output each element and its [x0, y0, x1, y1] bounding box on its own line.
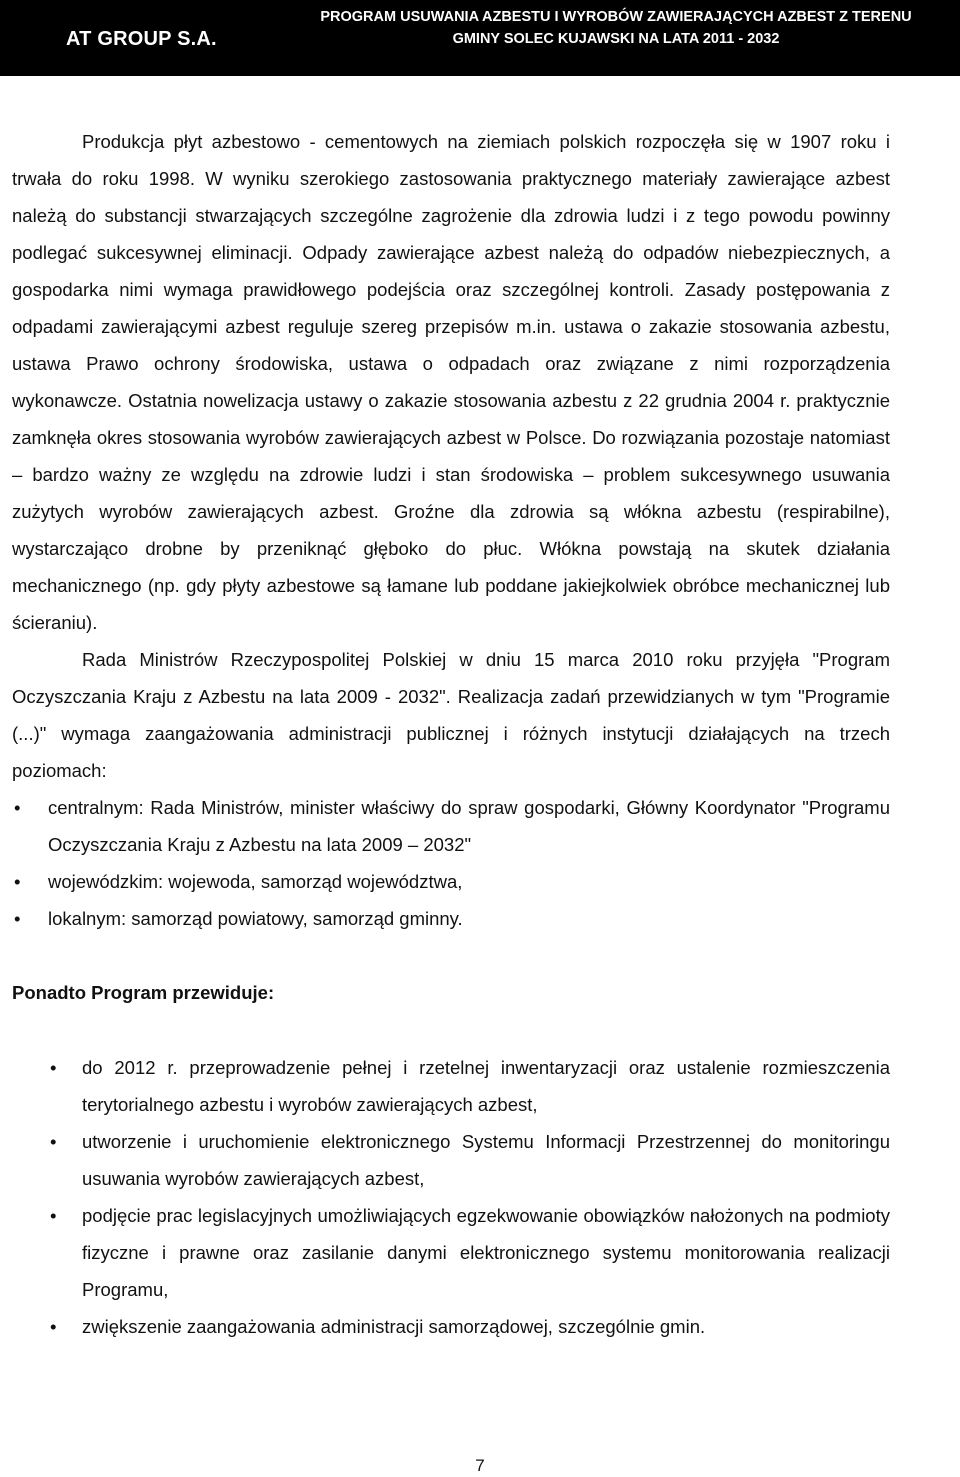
list-item: • utworzenie i uruchomienie elektronicznego Systemu Informacji Przestrzennej do monitoringu usuwania wyrobów zawierających azbest,: [12, 1123, 890, 1197]
paragraph-asbestos-history: Produkcja płyt azbestowo - cementowych na ziemiach polskich rozpoczęła się w 1907 roku i trwała do roku 1998. W wyniku szerokiego zastosowania praktycznego materiały zawierające azbest należą do substancji stwarzających szczególne zagrożenie dla zdrowia ludzi i z tego powodu powinny podlegać sukcesywnej eliminacji. Odpady zawierające azbest należą do odpadów niebezpiecznych, a gospodarka nimi wymaga prawidłowego podejścia oraz szczególnej kontroli. Zasady postępowania z odpadami zawierającymi azbest reguluje szereg przepisów m.in. ustawa o zakazie stosowania azbestu, ustawa Prawo ochrony środowiska, ustawa o odpadach oraz związane z nimi rozporządzenia wykonawcze. Ostatnia nowelizacja ustawy o zakazie stosowania azbestu z 22 grudnia 2004 r. praktycznie zamknęła okres stosowania wyrobów zawierających azbest w Polsce. Do rozwiązania pozostaje natomiast – bardzo ważny ze względu na zdrowie ludzi i stan środowiska – problem sukcesywnego usuwania zużytych wyrobów zawierających azbest. Groźne dla zdrowia są włókna azbestu (respirabilne), wystarczająco drobne by przeniknąć głęboko do płuc. Włókna powstają na skutek działania mechanicznego (np. gdy płyty azbestowe są łamane lub poddane jakiejkolwiek obróbce mechanicznej lub ścieraniu).: [12, 131, 890, 633]
document-body: [12, 123, 890, 1345]
program-items-list: [12, 1049, 890, 1345]
page-header: [0, 0, 960, 76]
document-title-line2: GMINY SOLEC KUJAWSKI NA LATA 2011 - 2032: [452, 31, 780, 47]
document-title: [286, 6, 946, 50]
list-item: • lokalnym: samorząd powiatowy, samorząd gminny.: [12, 900, 890, 937]
company-name: AT GROUP S.A.: [66, 28, 217, 50]
list-item: • do 2012 r. przeprowadzenie pełnej i rzetelnej inwentaryzacji oraz ustalenie rozmieszczenia terytorialnego azbestu i wyrobów zawierających azbest,: [12, 1049, 890, 1123]
list-item: • centralnym: Rada Ministrów, minister właściwy do spraw gospodarki, Główny Koordynator "Programu Oczyszczania Kraju z Azbestu na lata 2009 – 2032": [12, 789, 890, 863]
list-item: • zwiększenie zaangażowania administracji samorządowej, szczególnie gmin.: [12, 1308, 890, 1345]
list-item: • wojewódzkim: wojewoda, samorząd województwa,: [12, 863, 890, 900]
page-number: 7: [475, 1456, 485, 1475]
section-heading: Ponadto Program przewiduje:: [12, 982, 275, 1003]
paragraph-government-program: Rada Ministrów Rzeczypospolitej Polskiej w dniu 15 marca 2010 roku przyjęła "Program Oczyszczania Kraju z Azbestu na lata 2009 - 2032". Realizacja zadań przewidzianych w tym "Programie (...)" wymaga zaangażowania administracji publicznej i różnych instytucji działających na trzech poziomach:: [12, 649, 890, 781]
list-item: • podjęcie prac legislacyjnych umożliwiających egzekwowanie obowiązków nałożonych na podmioty fizyczne i prawne oraz zasilanie danymi elektronicznego systemu monitorowania realizacji Programu,: [12, 1197, 890, 1308]
document-title-line1: PROGRAM USUWANIA AZBESTU I WYROBÓW ZAWIERAJĄCYCH AZBEST Z TERENU: [320, 9, 912, 25]
levels-list: [12, 789, 890, 937]
